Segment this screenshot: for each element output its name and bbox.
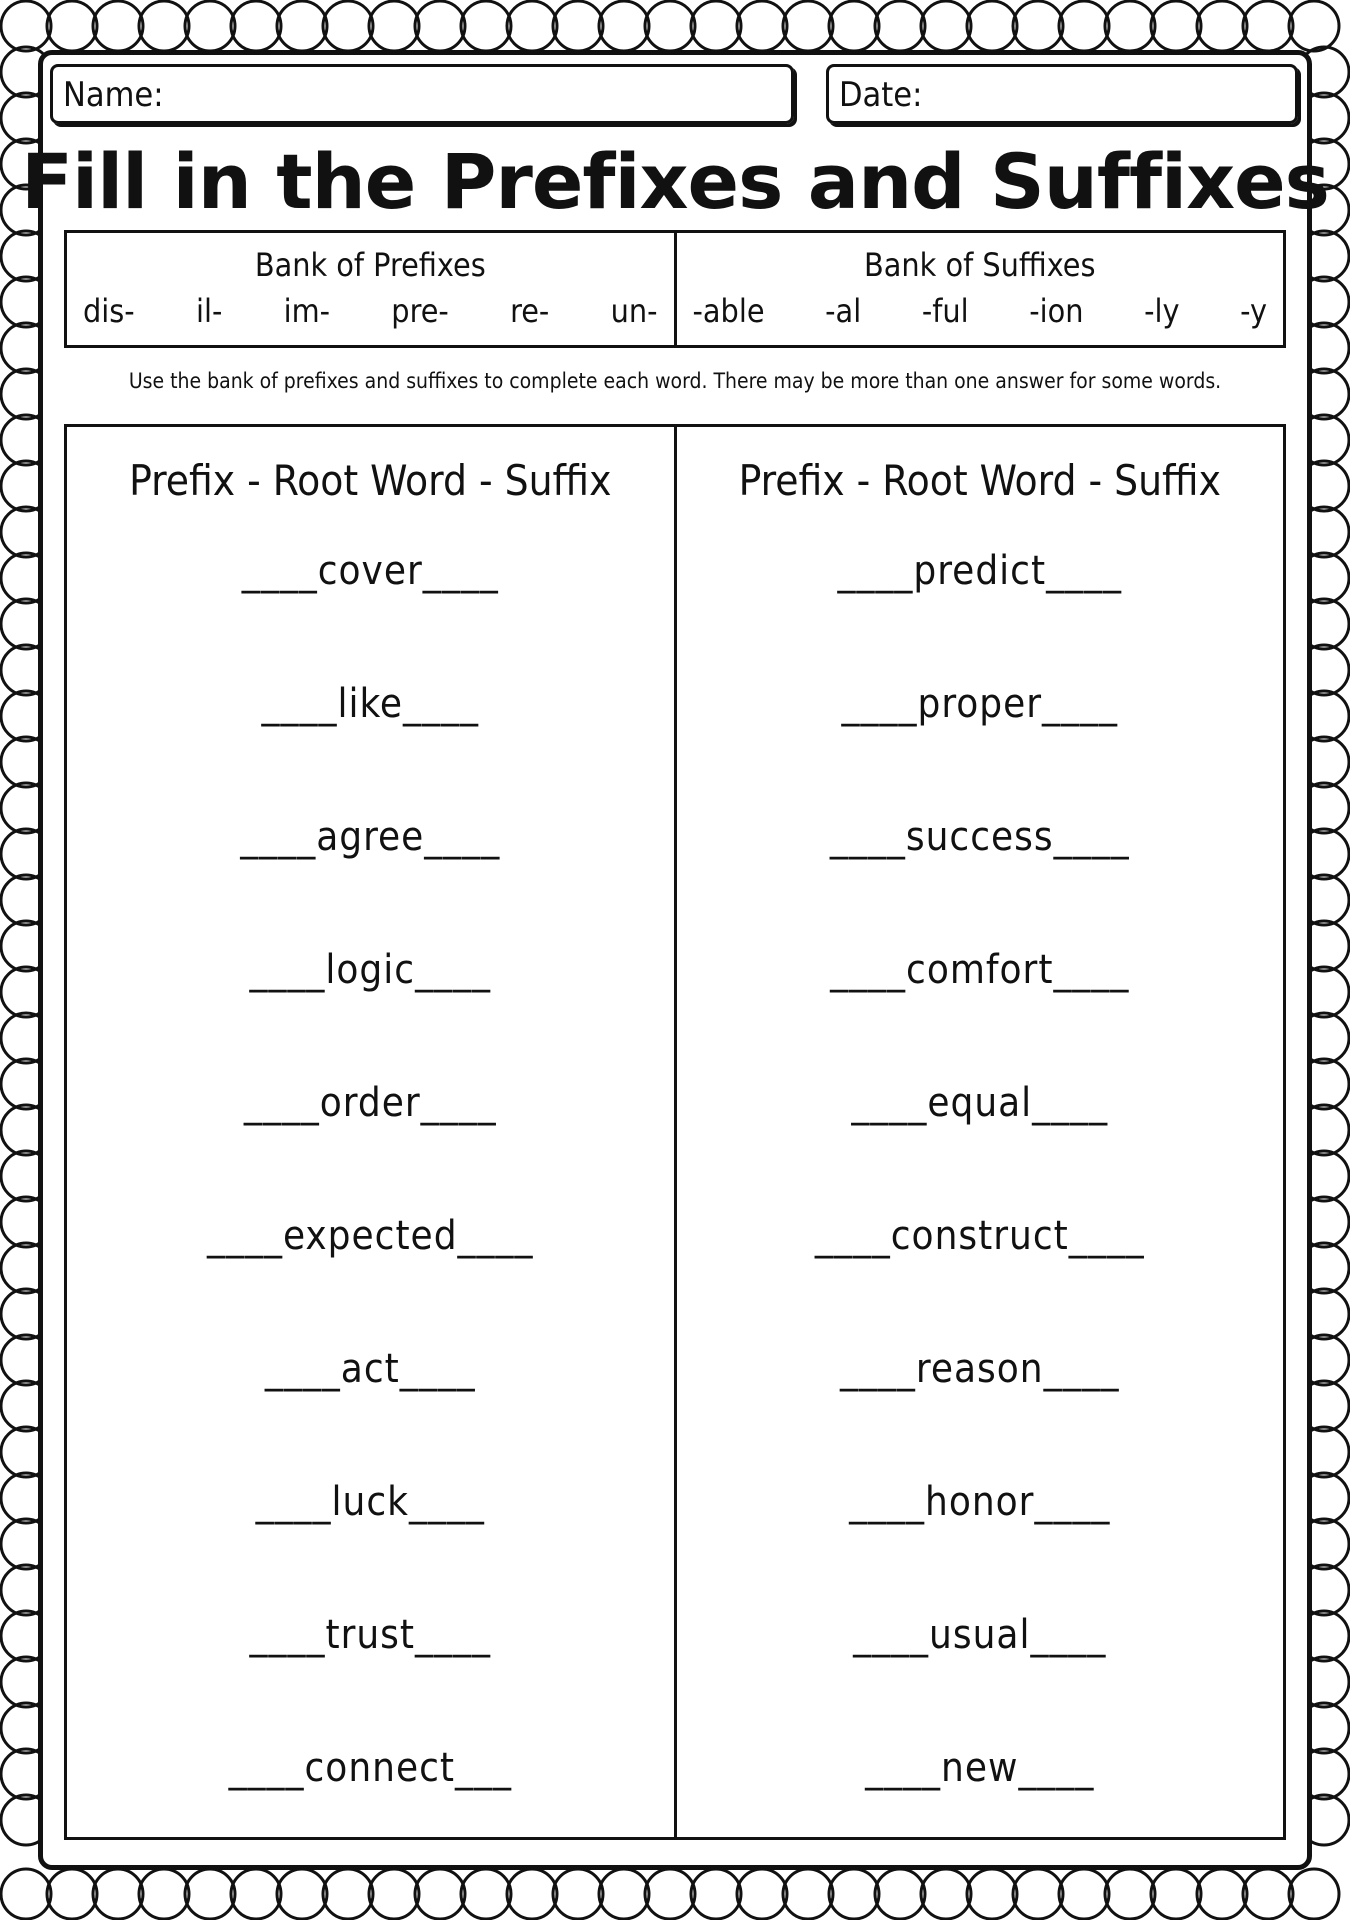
prefix-item: pre- xyxy=(391,292,449,330)
word-bank xyxy=(64,230,1286,348)
exercise-word[interactable]: ____equal____ xyxy=(851,1080,1109,1126)
exercise-word[interactable]: ____like____ xyxy=(261,681,479,727)
exercise-word[interactable]: ____trust____ xyxy=(249,1612,491,1658)
prefix-bank xyxy=(67,233,674,345)
name-field[interactable] xyxy=(50,64,794,124)
column-header: Prefix - Root Word - Suffix xyxy=(129,456,612,505)
prefix-item: un- xyxy=(610,292,658,330)
prefix-item: re- xyxy=(510,292,550,330)
exercise-word[interactable]: ____construct____ xyxy=(814,1213,1145,1259)
exercise-word[interactable]: ____agree____ xyxy=(240,814,501,860)
suffix-bank-items xyxy=(693,289,1268,333)
suffix-item: -al xyxy=(825,292,862,330)
suffix-item: -ly xyxy=(1144,292,1180,330)
column-header: Prefix - Root Word - Suffix xyxy=(738,456,1221,505)
name-label: Name: xyxy=(63,75,164,115)
exercise-word[interactable]: ____connect___ xyxy=(228,1745,512,1791)
prefix-item: il- xyxy=(195,292,223,330)
prefix-item: dis- xyxy=(83,292,135,330)
page-title: Fill in the Prefixes and Suffixes xyxy=(21,137,1329,226)
prefix-bank-items xyxy=(83,289,658,333)
prefix-bank-heading: Bank of Prefixes xyxy=(254,246,486,284)
suffix-item: -ion xyxy=(1029,292,1084,330)
exercise-word[interactable]: ____logic____ xyxy=(249,947,492,993)
date-label: Date: xyxy=(839,75,923,115)
exercise-word[interactable]: ____order____ xyxy=(243,1080,497,1126)
exercise-word[interactable]: ____honor____ xyxy=(849,1479,1111,1525)
exercise-word[interactable]: ____success____ xyxy=(829,814,1130,860)
suffix-item: -y xyxy=(1240,292,1267,330)
suffix-bank-heading: Bank of Suffixes xyxy=(864,246,1096,284)
left-column xyxy=(67,427,674,1837)
instructions: Use the bank of prefixes and suffixes to complete each word. There may be more than one answer for some words. xyxy=(128,369,1222,393)
exercise-word[interactable]: ____luck____ xyxy=(255,1479,485,1525)
exercise-word[interactable]: ____proper____ xyxy=(841,681,1118,727)
exercise-word[interactable]: ____new____ xyxy=(865,1745,1095,1791)
prefix-item: im- xyxy=(283,292,331,330)
suffix-bank xyxy=(674,233,1284,345)
exercise-word[interactable]: ____comfort____ xyxy=(830,947,1130,993)
exercise-word[interactable]: ____cover____ xyxy=(241,548,499,594)
suffix-item: -ful xyxy=(921,292,969,330)
exercise-word[interactable]: ____usual____ xyxy=(853,1612,1107,1658)
exercise-word[interactable]: ____reason____ xyxy=(839,1346,1120,1392)
exercise-table xyxy=(64,424,1286,1840)
right-column xyxy=(674,427,1284,1837)
date-field[interactable] xyxy=(826,64,1298,124)
exercise-word[interactable]: ____act____ xyxy=(264,1346,476,1392)
exercise-word[interactable]: ____predict____ xyxy=(837,548,1123,594)
exercise-word[interactable]: ____expected____ xyxy=(206,1213,534,1259)
suffix-item: -able xyxy=(692,292,765,330)
